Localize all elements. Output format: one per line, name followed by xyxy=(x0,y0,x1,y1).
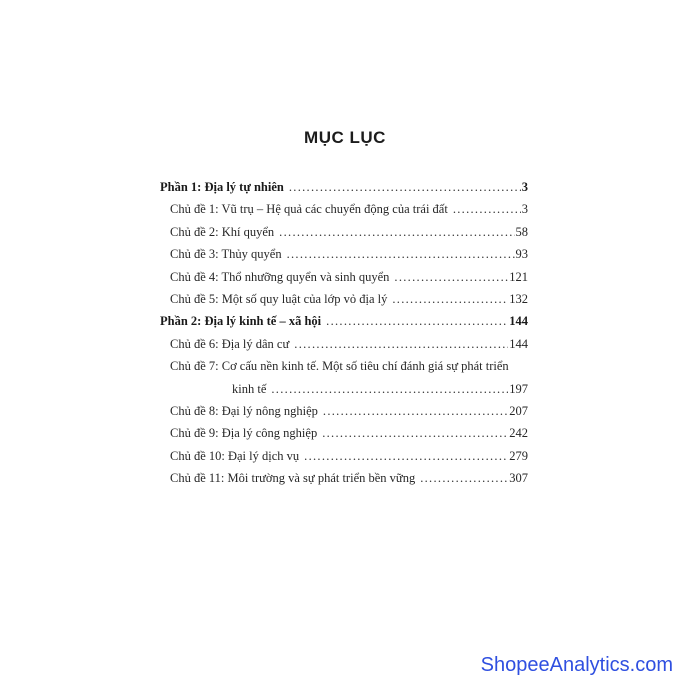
toc-entry-topic7-line1 xyxy=(160,355,528,377)
toc-page-number: 3 xyxy=(521,180,528,194)
toc-entry-label: Chủ đề 2: Khí quyển xyxy=(170,224,275,239)
toc-page-number: 242 xyxy=(509,426,528,441)
watermark: ShopeeAnalytics.com xyxy=(480,654,673,676)
toc-entry-label: kinh tế xyxy=(232,381,267,396)
toc-entry-label: Chủ đề 11: Môi trường và sự phát triển bền vững xyxy=(170,471,416,486)
toc-page-number: 144 xyxy=(509,314,528,329)
dot-leader xyxy=(392,288,508,310)
dot-leader xyxy=(271,378,508,400)
dot-leader xyxy=(394,266,508,288)
toc-entry-label: Phần 2: Địa lý kinh tế – xã hội xyxy=(160,314,322,329)
toc-page-number: 121 xyxy=(509,269,528,284)
toc-entry-topic7-line2 xyxy=(160,378,528,400)
toc-entry-label: Chủ đề 5: Một số quy luật của lớp vỏ địa lý xyxy=(170,291,388,306)
toc-page-number: 307 xyxy=(509,471,528,486)
toc-page-number: 197 xyxy=(509,381,528,396)
toc-entry-topic6 xyxy=(160,333,528,355)
dot-leader xyxy=(420,467,508,489)
toc-entry-label: Chủ đề 10: Đại lý dịch vụ xyxy=(170,448,300,463)
toc-entry-topic9 xyxy=(160,422,528,444)
dot-leader xyxy=(453,198,521,220)
toc-entry-label: Chủ đề 6: Địa lý dân cư xyxy=(170,336,290,351)
toc-entry-label: Phần 1: Địa lý tự nhiên xyxy=(160,180,284,194)
toc-entry-label: Chủ đề 7: Cơ cấu nền kinh tế. Một số tiêu chí đánh giá sự phát triển xyxy=(170,359,509,374)
dot-leader xyxy=(287,243,515,265)
dot-leader xyxy=(289,176,521,198)
dot-leader xyxy=(323,400,508,422)
toc-page-number: 93 xyxy=(515,247,528,262)
dot-leader xyxy=(326,310,508,332)
toc-page-number: 279 xyxy=(509,448,528,463)
toc-entry-topic8 xyxy=(160,400,528,422)
toc-entry-label: Chủ đề 8: Đại lý nông nghiệp xyxy=(170,403,318,418)
dot-leader xyxy=(279,221,514,243)
toc-entry-topic5 xyxy=(160,288,528,310)
table-of-contents xyxy=(160,176,528,489)
toc-entry-topic1 xyxy=(160,198,528,220)
toc-entry-label: Chủ đề 4: Thổ nhưỡng quyển và sinh quyển xyxy=(170,269,390,284)
toc-page-number: 144 xyxy=(509,336,528,351)
dot-leader xyxy=(322,422,508,444)
page-title: MỤC LỤC xyxy=(304,128,386,147)
toc-entry-label: Chủ đề 9: Địa lý công nghiệp xyxy=(170,426,318,441)
toc-page-number: 3 xyxy=(521,202,528,217)
toc-entry-label: Chủ đề 1: Vũ trụ – Hệ quả các chuyển động của trái đất xyxy=(170,202,448,217)
toc-entry-topic11 xyxy=(160,467,528,489)
toc-entry-label: Chủ đề 3: Thủy quyển xyxy=(170,247,282,262)
toc-entry-topic10 xyxy=(160,445,528,467)
toc-entry-part1 xyxy=(160,176,528,198)
toc-page-number: 58 xyxy=(515,224,528,239)
toc-page-number: 207 xyxy=(509,403,528,418)
toc-entry-part2 xyxy=(160,310,528,332)
toc-entry-topic4 xyxy=(160,266,528,288)
dot-leader xyxy=(304,445,508,467)
dot-leader xyxy=(294,333,508,355)
toc-entry-topic2 xyxy=(160,221,528,243)
toc-entry-topic3 xyxy=(160,243,528,265)
toc-page-number: 132 xyxy=(509,291,528,306)
